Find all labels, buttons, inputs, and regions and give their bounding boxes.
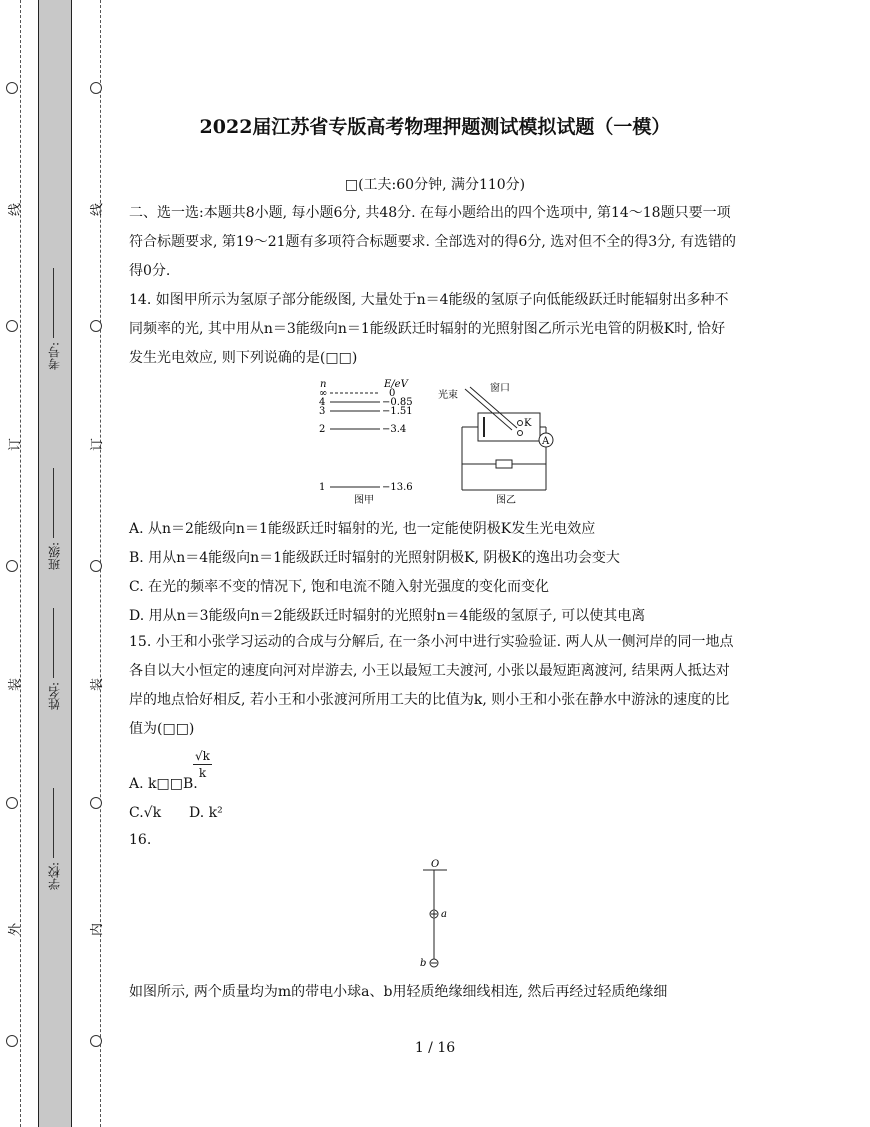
exam-info: □(工夫:60分钟, 满分110分) — [344, 177, 526, 193]
binding-hole — [90, 320, 102, 332]
energy-level-diagram — [319, 379, 413, 506]
q15-option-a[interactable] — [129, 776, 198, 792]
binding-hole — [6, 797, 18, 809]
fraction-numerator: √k — [195, 749, 210, 763]
level-e: −13.6 — [382, 482, 413, 493]
field-label: 姓名: — [47, 681, 62, 710]
binding-hole — [6, 82, 18, 94]
point-o-label: O — [431, 859, 440, 870]
binding-hole — [6, 560, 18, 572]
ball-b-label: b — [420, 958, 427, 969]
q15-option-d[interactable]: D. k² — [189, 805, 223, 821]
margin-char-outer: 装 — [8, 677, 24, 692]
binding-hole — [90, 797, 102, 809]
outer-cut-line — [20, 0, 21, 1127]
q14-option-b[interactable]: B. 用从n＝4能级向n＝1能级跃迁时辐射的光照射阴极K, 阴极K的逸出功会变大 — [129, 550, 620, 566]
margin-char-inner: 订 — [90, 437, 106, 452]
level-e: −1.51 — [382, 406, 413, 417]
field-class[interactable] — [40, 440, 68, 570]
photocell-circuit — [438, 381, 553, 506]
binding-margin — [0, 0, 110, 1127]
q14-stem: 14. 如图甲所示为氢原子部分能级图, 大量处于n＝4能级的氢原子向低能级跃迁时能辐射出多种不同频率的光, 其中用从n＝3能级向n＝1能级跃迁时辐射的光照射图乙所示光电管的阴极K时, 恰好发生光电效应, 则下列说确的是(□□) — [129, 292, 729, 366]
field-label: 考号: — [47, 341, 62, 370]
q16-figure — [415, 856, 455, 972]
margin-char-inner: 线 — [90, 202, 106, 217]
level-n: 4 — [319, 397, 326, 408]
ball-a-label: a — [441, 909, 447, 920]
cathode-label: K — [524, 418, 532, 429]
margin-char-outer: 订 — [8, 437, 24, 452]
fig-b-caption: 图乙 — [496, 495, 516, 506]
q15-option-c[interactable]: C.√k — [129, 805, 162, 821]
q15-stem: 15. 小王和小张学习运动的合成与分解后, 在一条小河中进行实验验证. 两人从一侧河岸的同一地点各自以大小恒定的速度向河对岸游去, 小王以最短工夫渡河, 小张以最短距离渡河, 结果两人抵达对岸的地点恰好相反, 若小王和小张渡河所用工夫的比值为k, 则小王和小张在静水中游泳的速度的比值为(□□) — [129, 634, 734, 737]
fraction-denominator: k — [198, 766, 207, 780]
q15-option-a-text: A. k□□B. — [129, 776, 198, 792]
level-n: 3 — [319, 406, 326, 417]
level-e: 0 — [389, 388, 396, 399]
q16-stem: 如图所示, 两个质量均为m的带电小球a、b用轻质绝缘细线相连, 然后再经过轻质绝缘细 — [129, 984, 668, 1000]
page-number: 1 / 16 — [414, 1040, 456, 1056]
level-e: −3.4 — [382, 424, 407, 435]
margin-char-outer: 线 — [8, 202, 24, 217]
margin-char-inner: 装 — [90, 677, 106, 692]
level-n: 2 — [319, 424, 326, 435]
field-exam-number[interactable] — [40, 210, 68, 370]
light-label: 光束 — [438, 390, 458, 401]
col-e-label: E/eV — [384, 379, 408, 390]
q14-option-c[interactable]: C. 在光的频率不变的情况下, 饱和电流不随入射光强度的变化而变化 — [129, 579, 550, 595]
q16-number: 16. — [129, 832, 152, 848]
level-n: ∞ — [319, 388, 328, 399]
page-title: 2022届江苏省专版高考物理押题测试模拟试题（一模） — [199, 116, 671, 138]
fig-a-caption: 图甲 — [354, 495, 374, 506]
field-label: 班级: — [47, 541, 62, 570]
margin-char-inner: 内 — [90, 922, 106, 937]
margin-char-outer: 外 — [8, 922, 24, 937]
field-school[interactable] — [40, 760, 68, 890]
binding-hole — [90, 560, 102, 572]
binding-hole — [90, 1035, 102, 1047]
binding-hole — [6, 1035, 18, 1047]
level-e: −0.85 — [382, 397, 413, 408]
level-n: 1 — [319, 482, 326, 493]
col-n-label: n — [320, 379, 327, 390]
field-label: 学校: — [47, 861, 62, 890]
ammeter-label: A — [542, 436, 550, 447]
q15-option-b-fraction[interactable] — [193, 748, 212, 781]
q14-figures — [300, 375, 560, 510]
field-name[interactable] — [40, 590, 68, 710]
binding-hole — [90, 82, 102, 94]
q14-option-d[interactable]: D. 用从n＝3能级向n＝2能级跃迁时辐射的光照射n＝4能级的氢原子, 可以使其电离 — [129, 608, 646, 624]
q14-option-a[interactable]: A. 从n＝2能级向n＝1能级跃迁时辐射的光, 也一定能使阴极K发生光电效应 — [129, 521, 596, 537]
section-instructions: 二、选一选:本题共8小题, 每小题6分, 共48分. 在每小题给出的四个选项中, 第14～18题只要一项符合标题要求, 第19～21题有多项符合标题要求. 全部选对的得6分, 选对但不全的得3分, 有选错的得0分. — [129, 205, 737, 279]
window-label: 窗口 — [490, 383, 510, 394]
binding-hole — [6, 320, 18, 332]
